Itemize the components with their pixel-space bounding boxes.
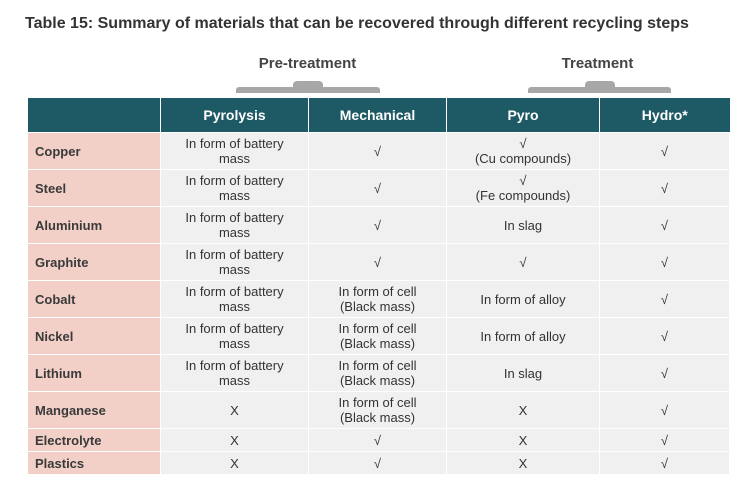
- header-row: [28, 98, 730, 133]
- cell-text-line: In form of battery: [185, 358, 284, 373]
- table-cell: [600, 318, 730, 355]
- cell-text-line: √: [519, 173, 527, 188]
- cell-text-line: √: [519, 136, 527, 151]
- cell-text-line: √: [660, 254, 669, 270]
- cell-text-line: In form of alloy: [480, 328, 566, 344]
- cell-text-line: In form of cell: [338, 358, 417, 373]
- table-row: [28, 207, 730, 244]
- table-cell: [161, 207, 309, 244]
- cell-text-line: √: [373, 217, 382, 233]
- table-cell: [447, 170, 600, 207]
- table-cell: [447, 452, 600, 475]
- cell-text-line: mass: [218, 336, 251, 351]
- bracket-bar: [528, 87, 671, 93]
- table-cell: [309, 133, 447, 170]
- cell-text-line: In form of battery: [185, 284, 284, 299]
- cell-text-line: mass: [218, 225, 251, 240]
- table-cell: [161, 133, 309, 170]
- column-header: Mechanical: [309, 98, 447, 133]
- bracket-bar: [236, 87, 380, 93]
- table-cell: [161, 355, 309, 392]
- table-cell: [309, 429, 447, 452]
- cell-text-line: √: [373, 432, 382, 448]
- table-cell: [309, 355, 447, 392]
- row-header-material: Nickel: [28, 318, 161, 355]
- table-cell: [161, 429, 309, 452]
- cell-text-line: In form of battery: [185, 136, 284, 151]
- cell-text-line: In slag: [503, 217, 543, 233]
- table-row: [28, 170, 730, 207]
- table-cell: [309, 281, 447, 318]
- table-cell: [600, 392, 730, 429]
- row-header-material: Steel: [28, 170, 161, 207]
- cell-text-line: √: [660, 455, 669, 471]
- table-body: [28, 133, 730, 475]
- cell-text-line: X: [518, 432, 528, 448]
- table-cell: [161, 170, 309, 207]
- group-label-pretreatment: Pre-treatment: [258, 55, 357, 72]
- cell-text-line: mass: [218, 151, 251, 166]
- cell-text-line: X: [230, 455, 239, 471]
- cell-text-line: In form of battery: [185, 210, 284, 225]
- table-cell: [447, 318, 600, 355]
- column-header: Pyrolysis: [161, 98, 309, 133]
- table-cell: [447, 429, 600, 452]
- cell-text-line: (Black mass): [339, 336, 416, 351]
- cell-text-line: In form of cell: [338, 321, 417, 336]
- table-cell: [600, 355, 730, 392]
- table-cell: [161, 281, 309, 318]
- table-row: [28, 281, 730, 318]
- cell-text-line: mass: [218, 262, 251, 277]
- cell-text-line: In form of cell: [338, 284, 417, 299]
- table-cell: [161, 244, 309, 281]
- cell-text-line: (Fe compounds): [475, 188, 571, 203]
- cell-text-line: In slag: [503, 365, 543, 381]
- table-row: [28, 452, 730, 475]
- cell-text-line: √: [373, 180, 382, 196]
- table-row: [28, 133, 730, 170]
- table-cell: [600, 207, 730, 244]
- cell-text-line: √: [660, 365, 669, 381]
- header-corner: [28, 98, 161, 133]
- cell-text-line: X: [518, 455, 528, 471]
- table-cell: [600, 170, 730, 207]
- cell-text-line: √: [373, 143, 382, 159]
- cell-text-line: √: [373, 254, 382, 270]
- table-cell: [447, 392, 600, 429]
- cell-text-line: √: [660, 328, 669, 344]
- table-cell: [600, 281, 730, 318]
- cell-text-line: (Black mass): [339, 373, 416, 388]
- table-cell: [447, 207, 600, 244]
- table-cell: [447, 355, 600, 392]
- cell-text-line: √: [660, 402, 669, 418]
- row-header-material: Copper: [28, 133, 161, 170]
- cell-text-line: X: [230, 402, 239, 418]
- table-cell: [600, 133, 730, 170]
- table-cell: [309, 170, 447, 207]
- cell-text-line: mass: [218, 188, 251, 203]
- row-header-material: Aluminium: [28, 207, 161, 244]
- table-row: [28, 429, 730, 452]
- table-cell: [161, 452, 309, 475]
- table-cell: [309, 452, 447, 475]
- row-header-material: Manganese: [28, 392, 161, 429]
- column-header: Hydro*: [600, 98, 730, 133]
- group-label-treatment: Treatment: [561, 55, 634, 72]
- cell-text-line: mass: [218, 373, 251, 388]
- cell-text-line: X: [518, 402, 528, 418]
- cell-text-line: In form of cell: [338, 395, 417, 410]
- cell-text-line: √: [660, 217, 669, 233]
- table-cell: [309, 392, 447, 429]
- table-row: [28, 355, 730, 392]
- table-cell: [309, 318, 447, 355]
- table-cell: [447, 281, 600, 318]
- table-row: [28, 318, 730, 355]
- cell-text-line: √: [660, 180, 669, 196]
- row-header-material: Graphite: [28, 244, 161, 281]
- cell-text-line: In form of battery: [185, 247, 284, 262]
- row-header-material: Plastics: [28, 452, 161, 475]
- table-cell: [600, 244, 730, 281]
- cell-text-line: (Cu compounds): [474, 151, 572, 166]
- cell-text-line: √: [660, 291, 669, 307]
- table-row: [28, 244, 730, 281]
- table-cell: [600, 452, 730, 475]
- cell-text-line: √: [660, 432, 669, 448]
- column-header: Pyro: [447, 98, 600, 133]
- table-title: Table 15: Summary of materials that can be recovered through different recycling steps: [25, 15, 689, 32]
- table-cell: [447, 244, 600, 281]
- cell-text-line: (Black mass): [339, 410, 416, 425]
- row-header-material: Cobalt: [28, 281, 161, 318]
- cell-text-line: In form of battery: [185, 321, 284, 336]
- table-cell: [309, 207, 447, 244]
- cell-text-line: (Black mass): [339, 299, 416, 314]
- cell-text-line: √: [519, 254, 527, 270]
- table-cell: [447, 133, 600, 170]
- recycling-table: [27, 98, 730, 475]
- table-cell: [161, 392, 309, 429]
- cell-text-line: X: [230, 432, 239, 448]
- table-cell: [309, 244, 447, 281]
- cell-text-line: In form of battery: [185, 173, 284, 188]
- table-cell: [600, 429, 730, 452]
- cell-text-line: √: [373, 455, 382, 471]
- table-cell: [161, 318, 309, 355]
- row-header-material: Electrolyte: [28, 429, 161, 452]
- row-header-material: Lithium: [28, 355, 161, 392]
- cell-text-line: mass: [218, 299, 251, 314]
- cell-text-line: √: [660, 143, 669, 159]
- table-row: [28, 392, 730, 429]
- cell-text-line: In form of alloy: [480, 291, 566, 307]
